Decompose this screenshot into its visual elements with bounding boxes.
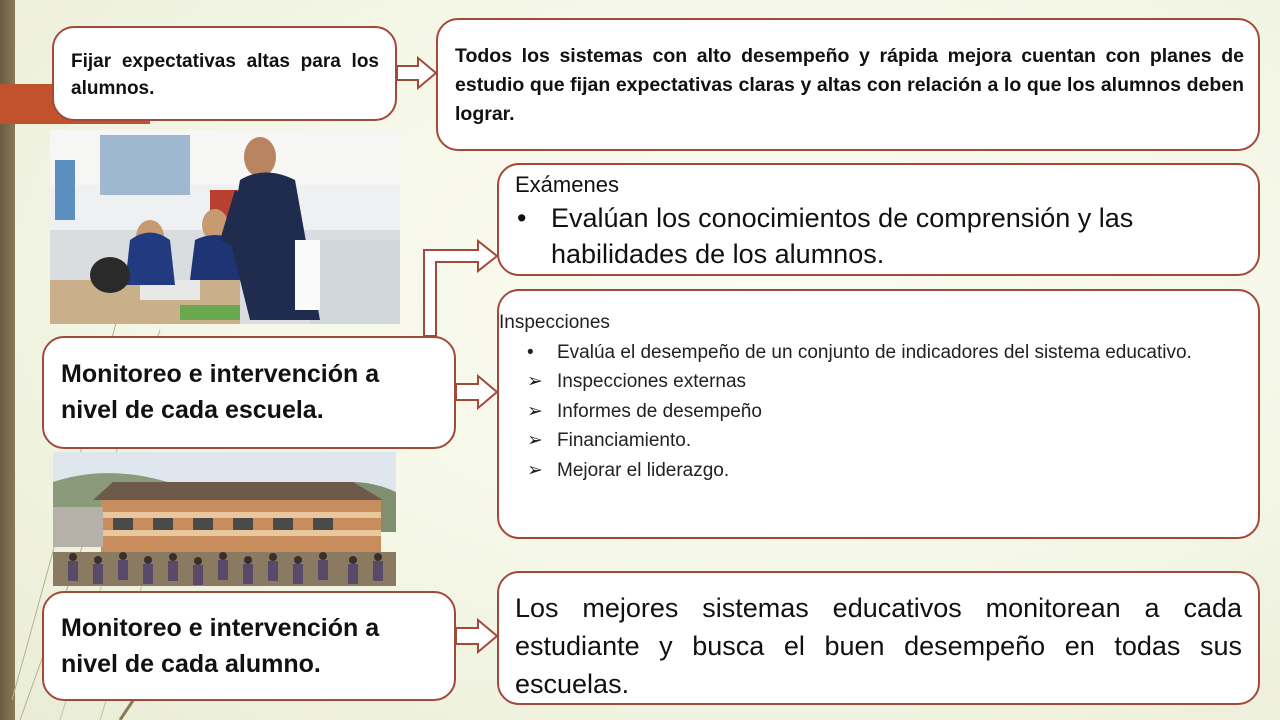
alumno-text: Monitoreo e intervención a nivel de cada alumno. <box>61 614 380 678</box>
arrow-bullet-icon: ➢ <box>527 400 543 422</box>
alumno-box <box>42 591 456 701</box>
mejores-text: Los mejores sistemas educativos monitorean a cada estudiante y busca el buen desempeño en todas sus escuelas. <box>515 593 1242 699</box>
arrow-bullet-icon: ➢ <box>527 459 543 481</box>
escuela-text: Monitoreo e intervención a nivel de cada escuela. <box>61 360 380 424</box>
expectativas-text: Fijar expectativas altas para los alumnos. <box>71 51 379 99</box>
expectativas-box <box>52 26 397 121</box>
inspecciones-item-text: Inspecciones externas <box>557 371 747 392</box>
examenes-title: Exámenes <box>515 172 619 197</box>
inspecciones-item-text: Mejorar el liderazgo. <box>557 459 730 481</box>
arrow-bullet-icon: ➢ <box>527 430 543 451</box>
bullet-marker: • <box>527 341 534 363</box>
inspecciones-title: Inspecciones <box>499 312 610 333</box>
inspecciones-item-text: Financiamiento. <box>557 430 692 451</box>
mejores-box <box>497 571 1260 705</box>
inspecciones-list-item <box>523 426 1242 456</box>
inspecciones-item-text: Informes de desempeño <box>557 400 762 422</box>
arrow-bullet-icon: ➢ <box>527 371 543 392</box>
sistemas-box <box>436 18 1260 151</box>
sistemas-text: Todos los sistemas con alto desempeño y rápida mejora cuentan con planes de estudio que fijan expectativas claras y altas con relación a lo que los alumnos deben lograr. <box>455 45 1244 125</box>
escuela-box <box>42 336 456 449</box>
inspecciones-box <box>497 289 1260 539</box>
examenes-bullet-item <box>515 200 1246 272</box>
examenes-box <box>497 163 1260 276</box>
examenes-bullet-text: Evalúan los conocimientos de comprensión y las habilidades de los alumnos. <box>551 203 1134 269</box>
inspecciones-list-item <box>523 397 1242 427</box>
inspecciones-list-item <box>523 456 1242 486</box>
inspecciones-list-item <box>523 367 1242 397</box>
inspecciones-bullet-text: Evalúa el desempeño de un conjunto de indicadores del sistema educativo. <box>557 341 1192 363</box>
inspecciones-bullet-item <box>523 338 1242 368</box>
bullet-marker: • <box>517 203 527 233</box>
